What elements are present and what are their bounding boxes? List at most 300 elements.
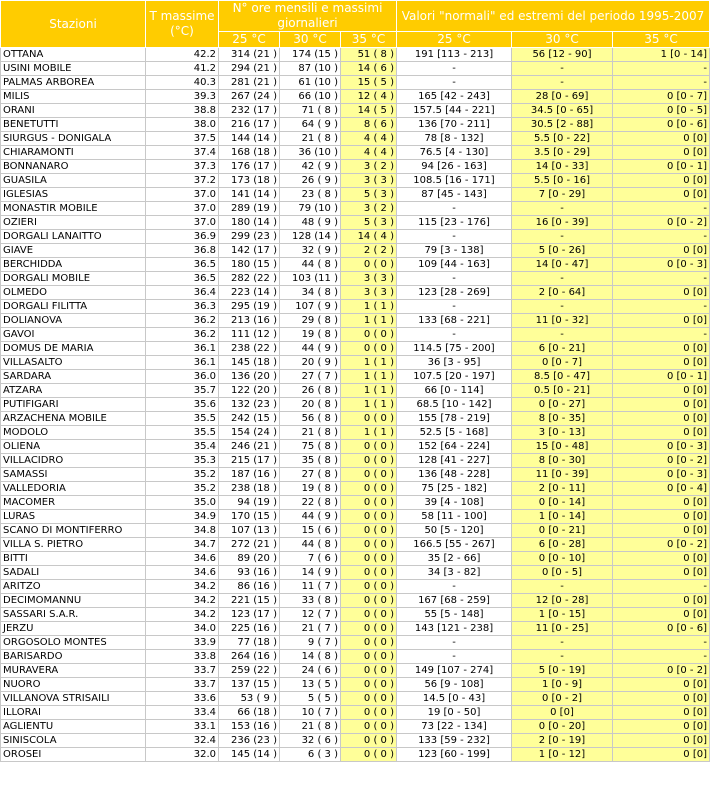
normal-30: 0 [0 - 2] — [512, 692, 613, 706]
hours-30: 107 ( 9 ) — [280, 300, 341, 314]
hours-25: 153 (16 ) — [219, 720, 280, 734]
normal-30: 28 [0 - 69] — [512, 90, 613, 104]
hours-30: 26 ( 8 ) — [280, 384, 341, 398]
table-row — [1, 258, 710, 272]
t-max: 32.4 — [146, 734, 219, 748]
hours-35: 0 ( 0 ) — [341, 566, 397, 580]
hours-35: 1 ( 1 ) — [341, 398, 397, 412]
table-row — [1, 370, 710, 384]
t-max: 36.2 — [146, 328, 219, 342]
header-sub-norm-30: 30 °C — [512, 32, 613, 48]
hours-35: 0 ( 0 ) — [341, 594, 397, 608]
table-body — [1, 48, 710, 762]
normal-25: 87 [45 - 143] — [397, 188, 512, 202]
t-max: 35.4 — [146, 440, 219, 454]
hours-30: 6 ( 3 ) — [280, 748, 341, 762]
hours-30: 21 ( 8 ) — [280, 426, 341, 440]
normal-30: 0 [0 - 14] — [512, 496, 613, 510]
station-name: DOMUS DE MARIA — [1, 342, 146, 356]
normal-35: 0 [0 - 3] — [613, 440, 710, 454]
table-row — [1, 174, 710, 188]
hours-30: 71 ( 8 ) — [280, 104, 341, 118]
normal-30: - — [512, 230, 613, 244]
hours-35: 0 ( 0 ) — [341, 552, 397, 566]
table-row — [1, 580, 710, 594]
normal-25: 166.5 [55 - 267] — [397, 538, 512, 552]
hours-30: 174 (15 ) — [280, 48, 341, 62]
hours-35: 0 ( 0 ) — [341, 622, 397, 636]
hours-35: 0 ( 0 ) — [341, 692, 397, 706]
normal-35: 0 [0 - 3] — [613, 468, 710, 482]
normal-30: 6 [0 - 28] — [512, 538, 613, 552]
normal-35: 0 [0] — [613, 314, 710, 328]
normal-25: - — [397, 580, 512, 594]
hours-30: 14 ( 9 ) — [280, 566, 341, 580]
normal-35: 0 [0] — [613, 678, 710, 692]
table-row — [1, 48, 710, 62]
normal-25: 149 [107 - 274] — [397, 664, 512, 678]
hours-25: 314 (21 ) — [219, 48, 280, 62]
station-name: USINI MOBILE — [1, 62, 146, 76]
hours-25: 213 (16 ) — [219, 314, 280, 328]
station-name: CHIARAMONTI — [1, 146, 146, 160]
normal-30: 0 [0 - 5] — [512, 566, 613, 580]
station-name: VILLA S. PIETRO — [1, 538, 146, 552]
table-row — [1, 286, 710, 300]
normal-35: - — [613, 230, 710, 244]
table-row — [1, 230, 710, 244]
station-name: SADALI — [1, 566, 146, 580]
normal-35: 0 [0] — [613, 734, 710, 748]
station-name: BERCHIDDA — [1, 258, 146, 272]
table-row — [1, 692, 710, 706]
hours-35: 8 ( 6 ) — [341, 118, 397, 132]
normal-35: - — [613, 636, 710, 650]
t-max: 34.2 — [146, 580, 219, 594]
t-max: 33.4 — [146, 706, 219, 720]
hours-30: 103 (11 ) — [280, 272, 341, 286]
normal-25: 66 [0 - 114] — [397, 384, 512, 398]
normal-35: 0 [0] — [613, 342, 710, 356]
normal-30: 0 [0 - 10] — [512, 552, 613, 566]
normal-35: 0 [0] — [613, 174, 710, 188]
station-name: VILLASALTO — [1, 356, 146, 370]
t-max: 35.5 — [146, 426, 219, 440]
hours-25: 132 (23 ) — [219, 398, 280, 412]
station-name: PUTIFIGARI — [1, 398, 146, 412]
hours-30: 33 ( 8 ) — [280, 594, 341, 608]
station-name: GIAVE — [1, 244, 146, 258]
normal-25: 19 [0 - 50] — [397, 706, 512, 720]
hours-35: 0 ( 0 ) — [341, 580, 397, 594]
table-row — [1, 356, 710, 370]
station-name: ILLORAI — [1, 706, 146, 720]
normal-35: 0 [0] — [613, 398, 710, 412]
hours-35: 0 ( 0 ) — [341, 468, 397, 482]
normal-35: 0 [0] — [613, 286, 710, 300]
normal-30: 30.5 [2 - 88] — [512, 118, 613, 132]
normal-35: 1 [0 - 14] — [613, 48, 710, 62]
normal-25: 39 [4 - 108] — [397, 496, 512, 510]
table-row — [1, 300, 710, 314]
hours-30: 22 ( 8 ) — [280, 496, 341, 510]
normal-35: 0 [0] — [613, 720, 710, 734]
normal-35: 0 [0] — [613, 692, 710, 706]
normal-25: 128 [41 - 227] — [397, 454, 512, 468]
normal-25: 191 [113 - 213] — [397, 48, 512, 62]
hours-30: 7 ( 6 ) — [280, 552, 341, 566]
table-row — [1, 118, 710, 132]
t-max: 35.5 — [146, 412, 219, 426]
hours-30: 26 ( 9 ) — [280, 174, 341, 188]
hours-35: 1 ( 1 ) — [341, 370, 397, 384]
header-sub-ore-30: 30 °C — [280, 32, 341, 48]
hours-35: 1 ( 1 ) — [341, 384, 397, 398]
t-max: 37.4 — [146, 146, 219, 160]
hours-25: 216 (17 ) — [219, 118, 280, 132]
hours-35: 0 ( 0 ) — [341, 440, 397, 454]
normal-25: 36 [3 - 95] — [397, 356, 512, 370]
normal-35: - — [613, 62, 710, 76]
table-row — [1, 328, 710, 342]
normal-25: 75 [25 - 182] — [397, 482, 512, 496]
normal-25: 123 [60 - 199] — [397, 748, 512, 762]
t-max: 36.4 — [146, 286, 219, 300]
normal-35: 0 [0] — [613, 566, 710, 580]
normal-25: 94 [26 - 163] — [397, 160, 512, 174]
station-name: SCANO DI MONTIFERRO — [1, 524, 146, 538]
table-row — [1, 706, 710, 720]
hours-25: 232 (17 ) — [219, 104, 280, 118]
t-max: 33.6 — [146, 692, 219, 706]
hours-30: 44 ( 8 ) — [280, 258, 341, 272]
normal-25: 143 [121 - 238] — [397, 622, 512, 636]
header-t-massime: T massime (°C) — [146, 1, 219, 48]
hours-25: 187 (16 ) — [219, 468, 280, 482]
normal-35: 0 [0 - 1] — [613, 370, 710, 384]
station-name: DORGALI LANAITTO — [1, 230, 146, 244]
normal-30: 12 [0 - 28] — [512, 594, 613, 608]
hours-25: 264 (16 ) — [219, 650, 280, 664]
station-name: ORANI — [1, 104, 146, 118]
normal-30: 0 [0 - 7] — [512, 356, 613, 370]
hours-35: 1 ( 1 ) — [341, 426, 397, 440]
hours-35: 0 ( 0 ) — [341, 734, 397, 748]
normal-30: 0 [0 - 21] — [512, 524, 613, 538]
hours-30: 20 ( 8 ) — [280, 398, 341, 412]
t-max: 34.2 — [146, 594, 219, 608]
table-row — [1, 132, 710, 146]
table-row — [1, 76, 710, 90]
station-name: ORGOSOLO MONTES — [1, 636, 146, 650]
hours-35: 0 ( 0 ) — [341, 482, 397, 496]
normal-35: - — [613, 202, 710, 216]
normal-25: 155 [78 - 219] — [397, 412, 512, 426]
normal-30: 14 [0 - 47] — [512, 258, 613, 272]
hours-30: 48 ( 9 ) — [280, 216, 341, 230]
hours-25: 225 (16 ) — [219, 622, 280, 636]
t-max: 34.7 — [146, 538, 219, 552]
hours-30: 5 ( 5 ) — [280, 692, 341, 706]
normal-25: 133 [68 - 221] — [397, 314, 512, 328]
station-name: SARDARA — [1, 370, 146, 384]
hours-30: 23 ( 8 ) — [280, 188, 341, 202]
hours-30: 21 ( 7 ) — [280, 622, 341, 636]
table-row — [1, 454, 710, 468]
hours-30: 20 ( 9 ) — [280, 356, 341, 370]
table-row — [1, 314, 710, 328]
table-row — [1, 440, 710, 454]
t-max: 34.8 — [146, 524, 219, 538]
table-row — [1, 720, 710, 734]
hours-25: 66 (18 ) — [219, 706, 280, 720]
t-max: 37.5 — [146, 132, 219, 146]
t-max: 36.9 — [146, 230, 219, 244]
hours-35: 12 ( 4 ) — [341, 90, 397, 104]
station-name: SASSARI S.A.R. — [1, 608, 146, 622]
normal-30: 5 [0 - 19] — [512, 664, 613, 678]
table-row — [1, 146, 710, 160]
normal-25: 165 [42 - 243] — [397, 90, 512, 104]
normal-30: 0.5 [0 - 21] — [512, 384, 613, 398]
hours-30: 61 (10 ) — [280, 76, 341, 90]
hours-30: 15 ( 6 ) — [280, 524, 341, 538]
hours-25: 107 (13 ) — [219, 524, 280, 538]
hours-30: 42 ( 9 ) — [280, 160, 341, 174]
hours-25: 77 (18 ) — [219, 636, 280, 650]
normal-25: 108.5 [16 - 171] — [397, 174, 512, 188]
station-name: MILIS — [1, 90, 146, 104]
hours-35: 14 ( 4 ) — [341, 230, 397, 244]
hours-35: 3 ( 3 ) — [341, 272, 397, 286]
normal-25: 14.5 [0 - 43] — [397, 692, 512, 706]
station-name: LURAS — [1, 510, 146, 524]
normal-35: 0 [0] — [613, 412, 710, 426]
normal-25: 34 [3 - 82] — [397, 566, 512, 580]
normal-30: - — [512, 580, 613, 594]
normal-30: 1 [0 - 15] — [512, 608, 613, 622]
normal-25: 79 [3 - 138] — [397, 244, 512, 258]
hours-35: 15 ( 5 ) — [341, 76, 397, 90]
station-name: VILLACIDRO — [1, 454, 146, 468]
hours-25: 180 (14 ) — [219, 216, 280, 230]
hours-25: 53 ( 9 ) — [219, 692, 280, 706]
table-row — [1, 188, 710, 202]
normal-25: - — [397, 636, 512, 650]
hours-35: 0 ( 0 ) — [341, 706, 397, 720]
station-name: OROSEI — [1, 748, 146, 762]
hours-30: 14 ( 8 ) — [280, 650, 341, 664]
normal-35: 0 [0] — [613, 496, 710, 510]
normal-25: 152 [64 - 224] — [397, 440, 512, 454]
normal-30: 8.5 [0 - 47] — [512, 370, 613, 384]
normal-25: 55 [5 - 148] — [397, 608, 512, 622]
hours-35: 0 ( 0 ) — [341, 720, 397, 734]
table-row — [1, 538, 710, 552]
table-row — [1, 90, 710, 104]
station-name: VALLEDORIA — [1, 482, 146, 496]
hours-35: 0 ( 0 ) — [341, 538, 397, 552]
hours-30: 21 ( 8 ) — [280, 720, 341, 734]
hours-30: 19 ( 8 ) — [280, 328, 341, 342]
hours-25: 122 (20 ) — [219, 384, 280, 398]
t-max: 37.0 — [146, 216, 219, 230]
table-row — [1, 622, 710, 636]
hours-30: 35 ( 8 ) — [280, 454, 341, 468]
hours-35: 0 ( 0 ) — [341, 454, 397, 468]
t-max: 33.7 — [146, 678, 219, 692]
normal-30: - — [512, 328, 613, 342]
hours-25: 136 (20 ) — [219, 370, 280, 384]
hours-35: 0 ( 0 ) — [341, 496, 397, 510]
normal-35: 0 [0 - 2] — [613, 538, 710, 552]
table-row — [1, 734, 710, 748]
t-max: 35.6 — [146, 398, 219, 412]
normal-35: 0 [0 - 2] — [613, 454, 710, 468]
hours-35: 14 ( 6 ) — [341, 62, 397, 76]
t-max: 36.3 — [146, 300, 219, 314]
hours-30: 128 (14 ) — [280, 230, 341, 244]
normal-35: 0 [0] — [613, 244, 710, 258]
hours-25: 154 (24 ) — [219, 426, 280, 440]
hours-30: 10 ( 7 ) — [280, 706, 341, 720]
normal-25: 109 [44 - 163] — [397, 258, 512, 272]
hours-25: 289 (19 ) — [219, 202, 280, 216]
normal-30: 1 [0 - 14] — [512, 510, 613, 524]
hours-30: 27 ( 7 ) — [280, 370, 341, 384]
hours-30: 66 (10 ) — [280, 90, 341, 104]
normal-35: 0 [0] — [613, 188, 710, 202]
hours-25: 144 (14 ) — [219, 132, 280, 146]
normal-35: 0 [0 - 7] — [613, 90, 710, 104]
normal-35: 0 [0] — [613, 552, 710, 566]
normal-30: 11 [0 - 25] — [512, 622, 613, 636]
hours-35: 5 ( 3 ) — [341, 188, 397, 202]
normal-30: - — [512, 650, 613, 664]
station-name: OZIERI — [1, 216, 146, 230]
normal-25: 114.5 [75 - 200] — [397, 342, 512, 356]
table-row — [1, 594, 710, 608]
normal-25: 115 [23 - 176] — [397, 216, 512, 230]
header-ore-mensili: N° ore mensili e massimi giornalieri — [219, 1, 397, 32]
hours-25: 89 (20 ) — [219, 552, 280, 566]
hours-25: 259 (22 ) — [219, 664, 280, 678]
t-max: 36.2 — [146, 314, 219, 328]
table-row — [1, 468, 710, 482]
normal-30: 3.5 [0 - 29] — [512, 146, 613, 160]
t-max: 36.0 — [146, 370, 219, 384]
t-max: 34.6 — [146, 566, 219, 580]
hours-35: 0 ( 0 ) — [341, 636, 397, 650]
station-name: GUASILA — [1, 174, 146, 188]
t-max: 34.0 — [146, 622, 219, 636]
hours-30: 64 ( 9 ) — [280, 118, 341, 132]
normal-25: 58 [11 - 100] — [397, 510, 512, 524]
station-name: AGLIENTU — [1, 720, 146, 734]
normal-25: 68.5 [10 - 142] — [397, 398, 512, 412]
table-row — [1, 482, 710, 496]
normal-25: 136 [48 - 228] — [397, 468, 512, 482]
t-max: 33.8 — [146, 650, 219, 664]
hours-30: 9 ( 7 ) — [280, 636, 341, 650]
normal-30: 2 [0 - 64] — [512, 286, 613, 300]
t-max: 36.1 — [146, 356, 219, 370]
normal-30: 0 [0 - 27] — [512, 398, 613, 412]
normal-25: 73 [22 - 134] — [397, 720, 512, 734]
station-name: ATZARA — [1, 384, 146, 398]
hours-30: 36 (10 ) — [280, 146, 341, 160]
t-max: 36.8 — [146, 244, 219, 258]
t-max: 40.3 — [146, 76, 219, 90]
hours-35: 1 ( 1 ) — [341, 356, 397, 370]
normal-25: - — [397, 230, 512, 244]
station-name: BARISARDO — [1, 650, 146, 664]
hours-25: 267 (24 ) — [219, 90, 280, 104]
normal-30: 5.5 [0 - 16] — [512, 174, 613, 188]
normal-25: 123 [28 - 269] — [397, 286, 512, 300]
hours-35: 1 ( 1 ) — [341, 314, 397, 328]
table-row — [1, 566, 710, 580]
hours-25: 223 (14 ) — [219, 286, 280, 300]
station-name: NUORO — [1, 678, 146, 692]
hours-30: 11 ( 7 ) — [280, 580, 341, 594]
normal-30: - — [512, 272, 613, 286]
normal-30: 0 [0] — [512, 706, 613, 720]
hours-35: 4 ( 4 ) — [341, 132, 397, 146]
t-max: 35.3 — [146, 454, 219, 468]
hours-30: 32 ( 6 ) — [280, 734, 341, 748]
hours-30: 27 ( 8 ) — [280, 468, 341, 482]
hours-35: 4 ( 4 ) — [341, 146, 397, 160]
hours-25: 272 (21 ) — [219, 538, 280, 552]
normal-30: 8 [0 - 35] — [512, 412, 613, 426]
normal-30: 1 [0 - 12] — [512, 748, 613, 762]
normal-30: 2 [0 - 19] — [512, 734, 613, 748]
hours-30: 21 ( 8 ) — [280, 132, 341, 146]
hours-35: 0 ( 0 ) — [341, 748, 397, 762]
station-name: JERZU — [1, 622, 146, 636]
normal-30: 5.5 [0 - 22] — [512, 132, 613, 146]
hours-25: 281 (21 ) — [219, 76, 280, 90]
normal-30: 15 [0 - 48] — [512, 440, 613, 454]
normal-30: 11 [0 - 32] — [512, 314, 613, 328]
table-row — [1, 412, 710, 426]
hours-25: 111 (12 ) — [219, 328, 280, 342]
table-row — [1, 216, 710, 230]
hours-30: 44 ( 9 ) — [280, 342, 341, 356]
hours-25: 137 (15 ) — [219, 678, 280, 692]
station-name: BITTI — [1, 552, 146, 566]
t-max: 42.2 — [146, 48, 219, 62]
normal-35: 0 [0 - 5] — [613, 104, 710, 118]
normal-25: 78 [8 - 132] — [397, 132, 512, 146]
hours-30: 29 ( 8 ) — [280, 314, 341, 328]
t-max: 34.6 — [146, 552, 219, 566]
normal-30: 11 [0 - 39] — [512, 468, 613, 482]
t-max: 33.9 — [146, 636, 219, 650]
hours-25: 94 (19 ) — [219, 496, 280, 510]
normal-35: 0 [0 - 6] — [613, 622, 710, 636]
station-name: SINISCOLA — [1, 734, 146, 748]
table-row — [1, 202, 710, 216]
table-row — [1, 664, 710, 678]
table-row — [1, 608, 710, 622]
hours-25: 246 (21 ) — [219, 440, 280, 454]
table-row — [1, 552, 710, 566]
t-max: 36.5 — [146, 258, 219, 272]
station-name: ARZACHENA MOBILE — [1, 412, 146, 426]
hours-25: 238 (18 ) — [219, 482, 280, 496]
